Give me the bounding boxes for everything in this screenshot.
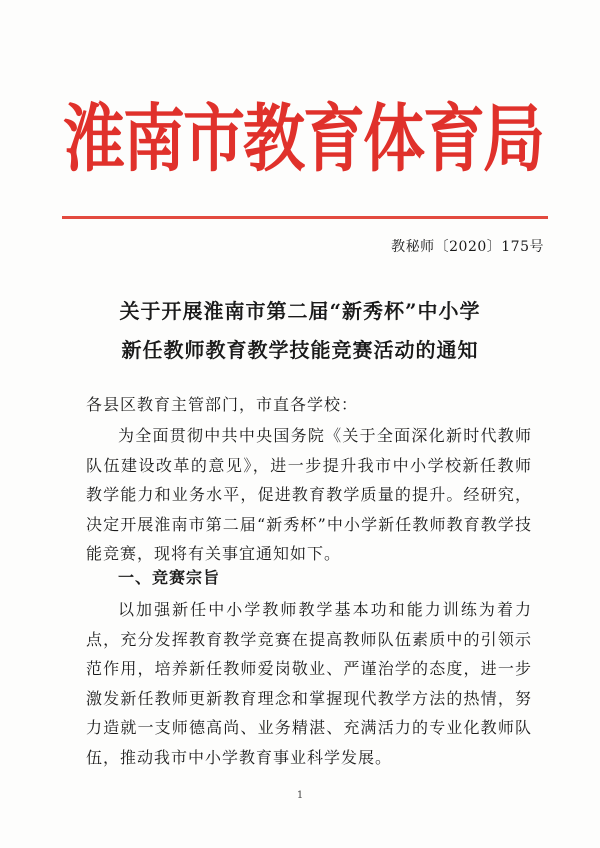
section-1-heading: 一、竞赛宗旨	[118, 568, 221, 587]
notice-title-line-2: 新任教师教育教学技能竞赛活动的通知	[121, 338, 479, 362]
page-number: 1	[296, 790, 304, 801]
intro-paragraph: 为全面贯彻中共中央国务院《关于全面深化新时代教师队伍建设改革的意见》，进一步提升我市中小学校新任教师教学能力和业务水平，促进教育教学质量的提升。经研究，决定开展淮南市第二届“新秀杯”中小学新任教师教育教学技能竞赛，现将有关事宜通知如下。	[86, 426, 532, 563]
salutation: 各县区教育主管部门，市直各学校：	[86, 395, 359, 414]
section-1-paragraph: 以加强新任中小学教师教学基本功和能力训练为着力点，充分发挥教育教学竞赛在提高教师队伍素质中的引领示范作用，培养新任教师爱岗敬业、严谨治学的态度，进一步激发新任教师更新教育理念和掌握现代教学方法的热情，努力造就一支师德高尚、业务精湛、充满活力的专业化教师队伍，推动我市中小学教育事业科学发展。	[86, 600, 532, 767]
letterhead-red-rule	[62, 216, 548, 219]
notice-title-line-1: 关于开展淮南市第二届“新秀杯”中小学	[119, 299, 481, 323]
document-number: 教秘师〔2020〕175号	[391, 239, 544, 255]
letterhead-title: 淮南市教育体育局	[62, 95, 543, 182]
